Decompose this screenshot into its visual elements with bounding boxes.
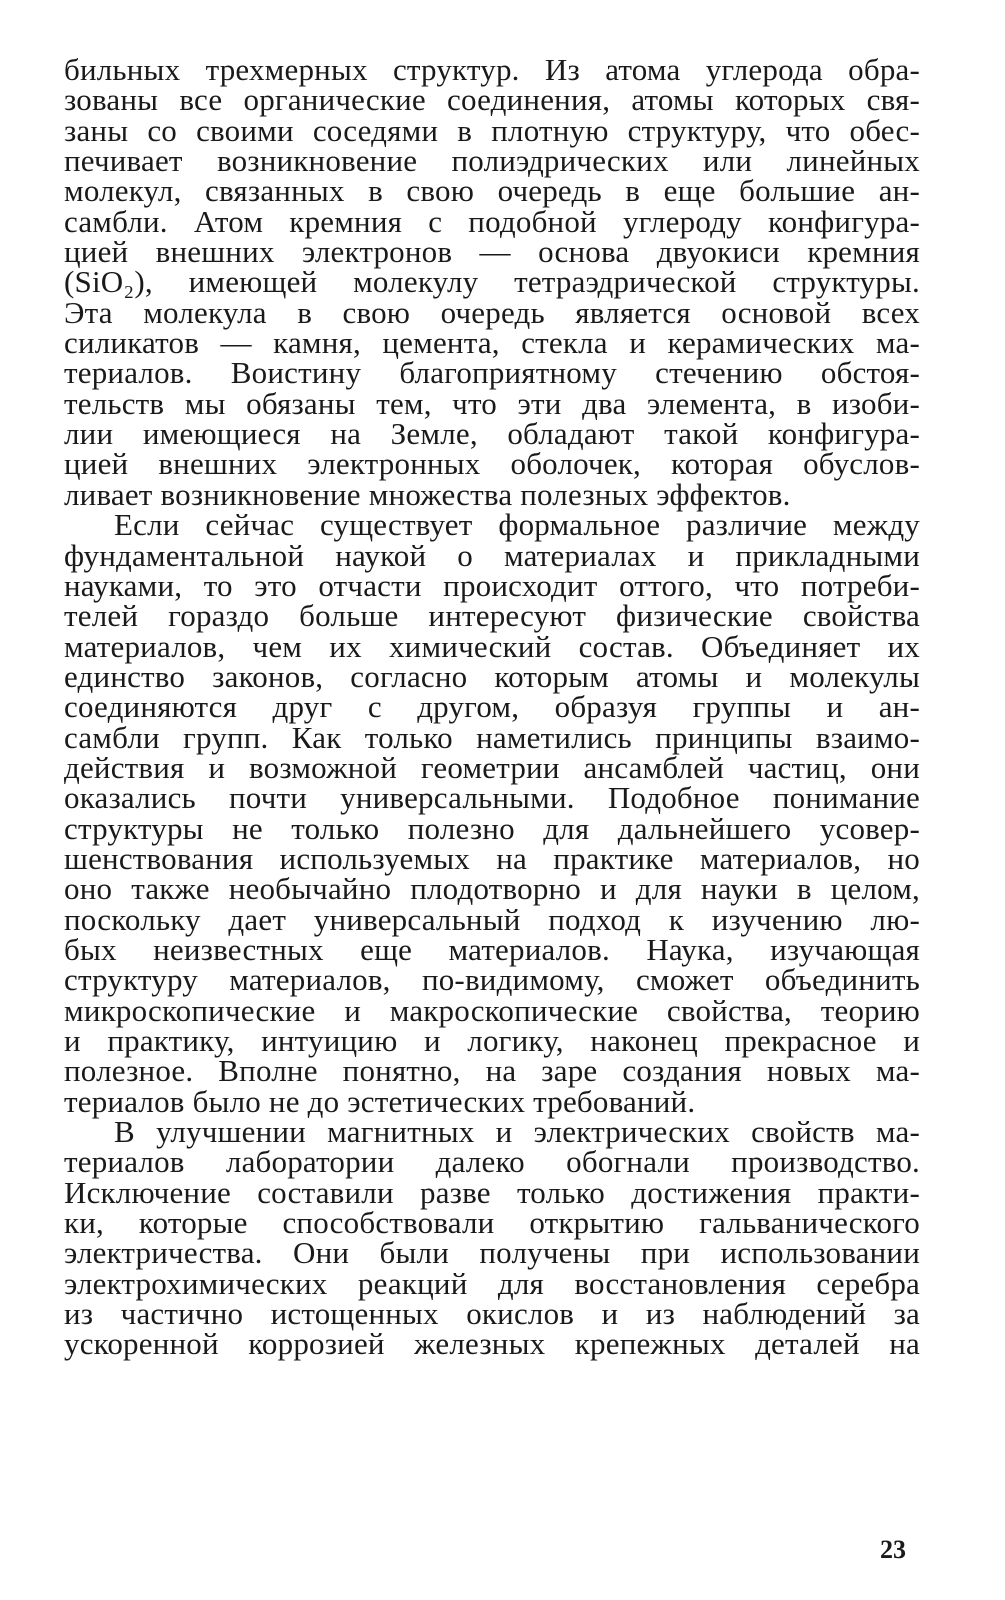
paragraph-2 bbox=[64, 507, 920, 1119]
text-line: Исключение составили разве только достижения практи- bbox=[64, 1174, 920, 1210]
text-line: оказались почти универсальными. Подобное понимание bbox=[64, 780, 920, 816]
text-line: (SiO₂), имеющей молекулу тетраэдрической структуры. bbox=[64, 264, 920, 300]
text-line: соединяются друг с другом, образуя группы и ан- bbox=[64, 689, 920, 725]
text-line: заны со своими соседями в плотную структуру, что обес- bbox=[64, 112, 920, 148]
text-line: Если сейчас существует формальное различие между bbox=[114, 507, 920, 543]
text-line: зованы все органические соединения, атомы которых свя- bbox=[64, 82, 920, 118]
text-line: ускоренной коррозией железных крепежных деталей на bbox=[64, 1326, 920, 1362]
text-line: поскольку дает универсальный подход к изучению лю- bbox=[64, 901, 920, 937]
text-line: Эта молекула в свою очередь является основой всех bbox=[64, 294, 920, 330]
text-line: печивает возникновение полиэдрических или линейных bbox=[64, 143, 920, 179]
text-line: ливает возникновение множества полезных эффектов. bbox=[64, 476, 791, 512]
page-number: 23 bbox=[880, 1535, 906, 1564]
page-body bbox=[64, 52, 920, 1362]
text-line: микроскопические и макроскопические свойства, теорию bbox=[64, 992, 920, 1028]
text-line: териалов лаборатории далеко обогнали производство. bbox=[64, 1144, 920, 1180]
text-line: фундаментальной наукой о материалах и прикладными bbox=[64, 537, 920, 573]
text-line: оно также необычайно плодотворно и для науки в целом, bbox=[64, 871, 920, 907]
text-line: тельств мы обязаны тем, что эти два элемента, в изоби- bbox=[64, 385, 920, 421]
text-line: электричества. Они были получены при использовании bbox=[64, 1235, 920, 1271]
text-line: действия и возможной геометрии ансамблей частиц, они bbox=[64, 749, 920, 785]
text-line: шенствования используемых на практике материалов, но bbox=[64, 840, 920, 876]
text-line: науками, то это отчасти происходит оттого, что потреби- bbox=[64, 567, 920, 603]
text-line: и практику, интуицию и логику, наконец прекрасное и bbox=[64, 1023, 920, 1058]
text-line: из частично истощенных окислов и из наблюдений за bbox=[64, 1296, 920, 1332]
text-line: структуру материалов, по-видимому, сможет объединить bbox=[64, 962, 920, 998]
text-line: структуры не только полезно для дальнейшего усовер- bbox=[64, 810, 920, 846]
text-line: териалов. Воистину благоприятному стечению обстоя- bbox=[64, 355, 920, 391]
text-line: бых неизвестных еще материалов. Наука, изучающая bbox=[64, 931, 920, 967]
text-line: электрохимических реакций для восстановления серебра bbox=[64, 1265, 920, 1301]
text-line: лии имеющиеся на Земле, обладают такой конфигура- bbox=[64, 416, 920, 452]
text-line: силикатов — камня, цемента, стекла и керамических ма- bbox=[64, 325, 920, 361]
text-line: самбли групп. Как только наметились принципы взаимо- bbox=[64, 719, 920, 755]
paragraph-3 bbox=[64, 1114, 920, 1362]
text-line: В улучшении магнитных и электрических свойств ма- bbox=[114, 1114, 920, 1150]
text-line: цией внешних электронных оболочек, которая обуслов- bbox=[64, 446, 920, 482]
text-line: молекул, связанных в свою очередь в еще большие ан- bbox=[64, 173, 920, 209]
text-line: полезное. Вполне понятно, на заре создания новых ма- bbox=[64, 1053, 920, 1089]
text-line: ки, которые способствовали открытию гальванического bbox=[64, 1205, 920, 1241]
text-line: материалов, чем их химический состав. Объединяет их bbox=[64, 628, 920, 664]
text-line: телей гораздо больше интересуют физические свойства bbox=[64, 598, 920, 634]
text-line: бильных трехмерных структур. Из атома углерода обра- bbox=[64, 52, 920, 87]
text-line: самбли. Атом кремния с подобной углероду конфигура- bbox=[64, 203, 920, 239]
text-line: териалов было не до эстетических требований. bbox=[64, 1083, 696, 1119]
text-line: единство законов, согласно которым атомы и молекулы bbox=[64, 658, 920, 694]
paragraph-1 bbox=[64, 52, 920, 512]
text-line: цией внешних электронов — основа двуокиси кремния bbox=[64, 234, 920, 270]
